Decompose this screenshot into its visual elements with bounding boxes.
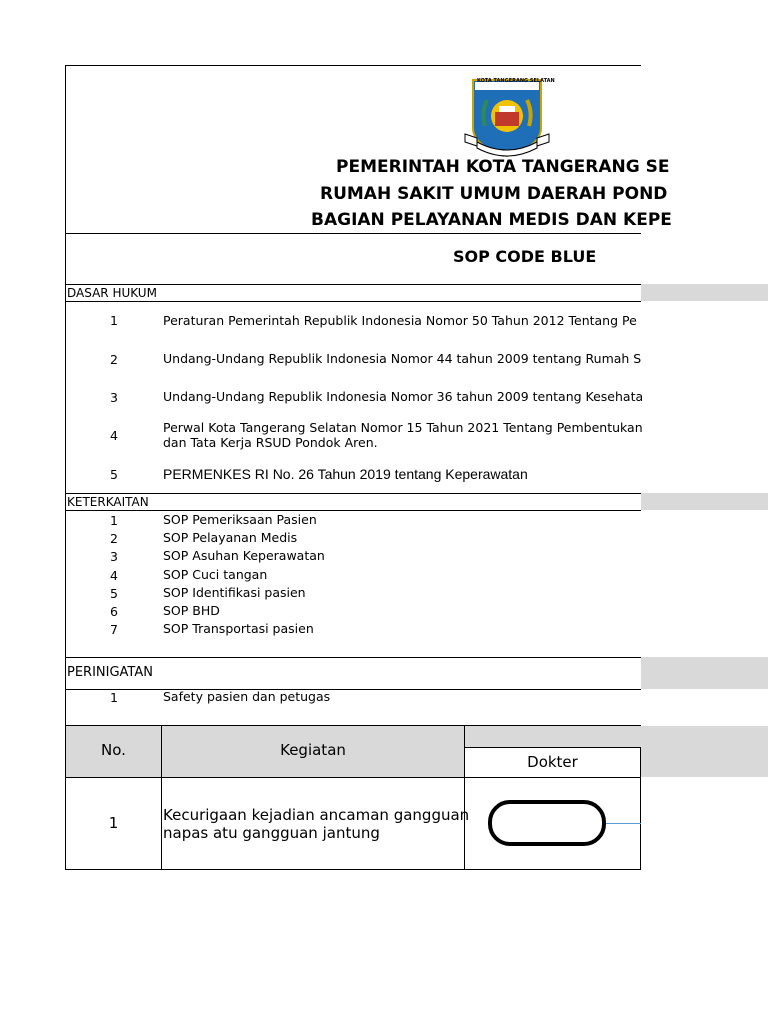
keterkaitan-text-7: SOP Transportasi pasien — [163, 621, 314, 636]
header-line-3: BAGIAN PELAYANAN MEDIS DAN KEPE — [311, 210, 672, 230]
border-bottom — [65, 869, 641, 870]
dasar-hukum-band-right — [641, 284, 768, 301]
keterkaitan-no-1: 1 — [110, 513, 118, 528]
dasar-hukum-no-5: 5 — [110, 467, 118, 482]
keterkaitan-no-3: 3 — [110, 549, 118, 564]
dasar-hukum-text-3: Undang-Undang Republik Indonesia Nomor 36 tahun 2009 tentang Kesehata — [163, 389, 644, 404]
dasar-hukum-text-5: PERMENKES RI No. 26 Tahun 2019 tentang Keperawatan — [163, 466, 528, 482]
keterkaitan-bottom-line — [65, 510, 641, 511]
header-line-2: RUMAH SAKIT UMUM DAERAH POND — [320, 184, 668, 204]
col-divider-3 — [640, 747, 641, 870]
dasar-hukum-text-2: Undang-Undang Republik Indonesia Nomor 44 tahun 2009 tentang Rumah S — [163, 351, 642, 366]
keterkaitan-no-2: 2 — [110, 531, 118, 546]
dasar-hukum-top-line — [65, 284, 641, 285]
dokter-top-line — [465, 747, 641, 748]
keterkaitan-no-4: 4 — [110, 568, 118, 583]
city-emblem-logo — [463, 76, 555, 162]
peringatan-band-right — [641, 657, 768, 689]
peringatan-text-1: Safety pasien dan petugas — [163, 689, 331, 704]
keterkaitan-text-3: SOP Asuhan Keperawatan — [163, 548, 325, 563]
dasar-hukum-text-1: Peraturan Pemerintah Republik Indonesia Nomor 50 Tahun 2012 Tentang Pe — [163, 313, 637, 328]
dasar-hukum-no-2: 2 — [110, 352, 118, 367]
col-header-no: No. — [101, 741, 126, 759]
dasar-hukum-no-4: 4 — [110, 428, 118, 443]
table-header-bottom-line — [65, 777, 641, 778]
sop-title: SOP CODE BLUE — [453, 247, 597, 266]
header-divider — [65, 233, 641, 234]
table-row-1-no: 1 — [108, 814, 119, 832]
keterkaitan-top-line — [65, 493, 641, 494]
dasar-hukum-no-1: 1 — [110, 313, 118, 328]
peringatan-no-1: 1 — [110, 690, 118, 705]
dasar-hukum-text-4b: dan Tata Kerja RSUD Pondok Aren. — [163, 435, 378, 450]
keterkaitan-text-2: SOP Pelayanan Medis — [163, 530, 298, 545]
col-header-dokter: Dokter — [527, 753, 578, 771]
keterkaitan-band-right — [641, 493, 768, 510]
flowchart-start-terminator — [488, 800, 606, 846]
dasar-hukum-bottom-line — [65, 301, 641, 302]
col-header-kegiatan: Kegiatan — [280, 741, 346, 759]
keterkaitan-no-5: 5 — [110, 586, 118, 601]
table-row-1-activity-2: napas atu gangguan jantung — [163, 824, 380, 842]
keterkaitan-text-1: SOP Pemeriksaan Pasien — [163, 512, 317, 527]
dasar-hukum-no-3: 3 — [110, 390, 118, 405]
peringatan-label: PERINIGATAN — [67, 665, 153, 680]
peringatan-top-line — [65, 657, 641, 658]
keterkaitan-label: KETERKAITAN — [67, 495, 149, 509]
dasar-hukum-label: DASAR HUKUM — [67, 286, 157, 300]
dasar-hukum-text-4a: Perwal Kota Tangerang Selatan Nomor 15 Tahun 2021 Tentang Pembentukan — [163, 420, 643, 435]
keterkaitan-text-5: SOP Identifikasi pasien — [163, 585, 306, 600]
peringatan-bottom-line — [65, 689, 641, 690]
header-line-1: PEMERINTAH KOTA TANGERANG SE — [336, 157, 670, 177]
keterkaitan-no-6: 6 — [110, 604, 118, 619]
keterkaitan-text-4: SOP Cuci tangan — [163, 567, 268, 582]
keterkaitan-text-6: SOP BHD — [163, 603, 220, 618]
border-top — [65, 65, 641, 66]
keterkaitan-no-7: 7 — [110, 622, 118, 637]
flowchart-connector-line — [606, 823, 641, 824]
table-row-1-activity-1: Kecurigaan kejadian ancaman gangguan — [163, 806, 470, 824]
col-divider-2 — [464, 725, 465, 870]
logo-text: KOTA TANGERANG SELATAN — [477, 78, 555, 84]
